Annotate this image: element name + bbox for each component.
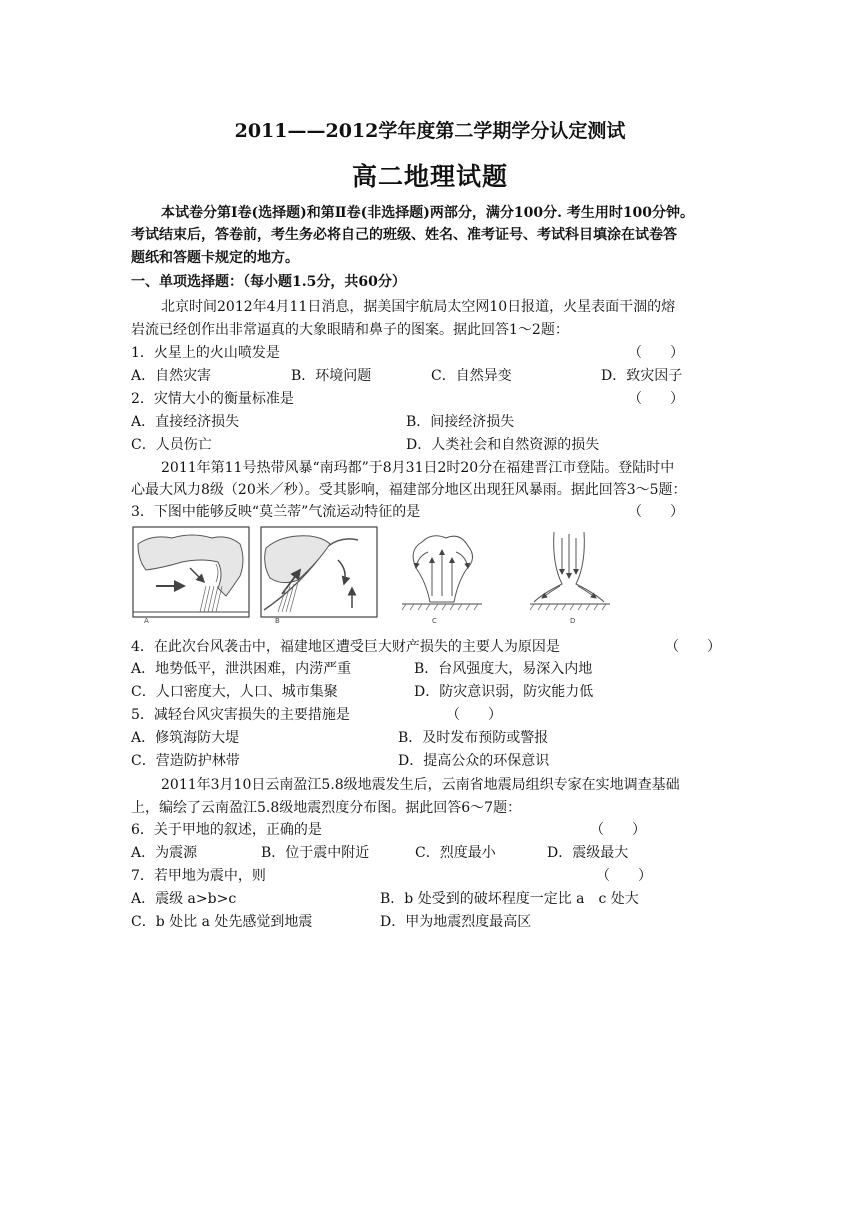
q6-option-d: D．震级最大 bbox=[547, 845, 629, 861]
q6-option-a: A．为震源 bbox=[131, 845, 198, 861]
airflow-diagrams bbox=[132, 524, 632, 624]
q7-option-a: A．震级 a>b>c bbox=[131, 891, 237, 907]
q4-option-c: C．人口密度大，人口、城市集聚 bbox=[131, 684, 338, 700]
q5-answer-blank: （ ） bbox=[446, 707, 502, 723]
q7-answer-blank: （ ） bbox=[596, 868, 652, 884]
passage-2-line-2: 心最大风力8级（20米／秒）。受其影响，福建部分地区出现狂风暴雨。据此回答3～5题： bbox=[131, 482, 687, 498]
q1-option-c: C．自然异变 bbox=[431, 368, 512, 384]
exam-term-title: 2011——2012学年度第二学期学分认定测试 bbox=[234, 120, 626, 142]
diagram-a-label: A bbox=[144, 617, 149, 624]
q5-option-c: C．营造防护林带 bbox=[131, 753, 240, 769]
exam-subject-title: 高二地理试题 bbox=[351, 162, 508, 191]
q7-option-c: C．b 处比 a 处先感觉到地震 bbox=[131, 914, 313, 930]
q4-option-b: B．台风强度大，易深入内地 bbox=[414, 661, 593, 677]
intro-line-2: 考试结束后，答卷前，考生务必将自己的班级、姓名、准考证号、考试科目填涂在试卷答 bbox=[131, 227, 677, 243]
diagram-d bbox=[530, 532, 610, 610]
section-heading: 一、单项选择题：（每小题1.5分，共60分） bbox=[131, 274, 406, 290]
diagram-c-label: C bbox=[432, 617, 437, 624]
q6-option-c: C．烈度最小 bbox=[415, 845, 496, 861]
passage-3-line-1: 2011年3月10日云南盈江5.8级地震发生后，云南省地震局组织专家在实地调查基础 bbox=[161, 777, 680, 793]
q4-option-a: A．地势低平，泄洪困难，内涝严重 bbox=[131, 661, 352, 677]
q7-option-d: D．甲为地震烈度最高区 bbox=[380, 914, 532, 930]
q2-stem: 2．灾情大小的衡量标准是 bbox=[131, 391, 294, 407]
q7-stem: 7．若甲地为震中，则 bbox=[131, 868, 266, 884]
q1-option-a: A．自然灾害 bbox=[131, 368, 212, 384]
q4-stem: 4．在此次台风袭击中，福建地区遭受巨大财产损失的主要人为原因是 bbox=[131, 639, 560, 655]
q6-answer-blank: （ ） bbox=[590, 822, 646, 838]
passage-1-line-2: 岩流已经创作出非常逼真的大象眼睛和鼻子的图案。据此回答1～2题： bbox=[131, 322, 569, 338]
passage-2-line-1: 2011年第11号热带风暴“南玛都”于8月31日2时20分在福建晋江市登陆。登陆时中 bbox=[161, 460, 675, 476]
diagram-b-label: B bbox=[275, 617, 280, 624]
intro-line-3: 题纸和答题卡规定的地方。 bbox=[131, 250, 299, 266]
q3-stem: 3．下图中能够反映“莫兰蒂”气流运动特征的是 bbox=[131, 504, 421, 520]
q5-option-b: B．及时发布预防或警报 bbox=[398, 730, 549, 746]
q1-option-b: B．环境问题 bbox=[291, 368, 372, 384]
q2-option-d: D．人类社会和自然资源的损失 bbox=[406, 437, 600, 453]
q1-stem: 1．火星上的火山喷发是 bbox=[131, 345, 280, 361]
q4-option-d: D．防灾意识弱，防灾能力低 bbox=[414, 684, 594, 700]
diagram-c bbox=[402, 536, 482, 610]
q5-option-d: D．提高公众的环保意识 bbox=[398, 753, 550, 769]
diagram-d-label: D bbox=[570, 617, 576, 624]
intro-line-1: 本试卷分第Ⅰ卷(选择题)和第Ⅱ卷(非选择题)两部分，满分100分. 考生用时100分钟。 bbox=[161, 205, 695, 221]
passage-1-line-1: 北京时间2012年4月11日消息，据美国宇航局太空网10日报道，火星表面干涸的熔 bbox=[161, 299, 676, 315]
q1-answer-blank: （ ） bbox=[628, 345, 684, 361]
diagram-a bbox=[133, 527, 249, 617]
q2-option-b: B．间接经济损失 bbox=[406, 414, 515, 430]
q6-option-b: B．位于震中附近 bbox=[261, 845, 370, 861]
diagram-b bbox=[261, 527, 377, 617]
q3-answer-blank: （ ） bbox=[628, 504, 684, 520]
q1-option-d: D．致灾因子 bbox=[601, 368, 683, 384]
q2-option-c: C．人员伤亡 bbox=[131, 437, 212, 453]
q5-option-a: A．修筑海防大堤 bbox=[131, 730, 240, 746]
passage-3-line-2: 上，编绘了云南盈江5.8级地震烈度分布图。据此回答6～7题： bbox=[131, 800, 522, 816]
q7-option-b: B．b 处受到的破坏程度一定比 a c 处大 bbox=[380, 891, 639, 907]
q4-answer-blank: （ ） bbox=[665, 639, 721, 655]
q2-answer-blank: （ ） bbox=[628, 391, 684, 407]
q6-stem: 6．关于甲地的叙述，正确的是 bbox=[131, 822, 322, 838]
q5-stem: 5．减轻台风灾害损失的主要措施是 bbox=[131, 707, 350, 723]
q2-option-a: A．直接经济损失 bbox=[131, 414, 240, 430]
